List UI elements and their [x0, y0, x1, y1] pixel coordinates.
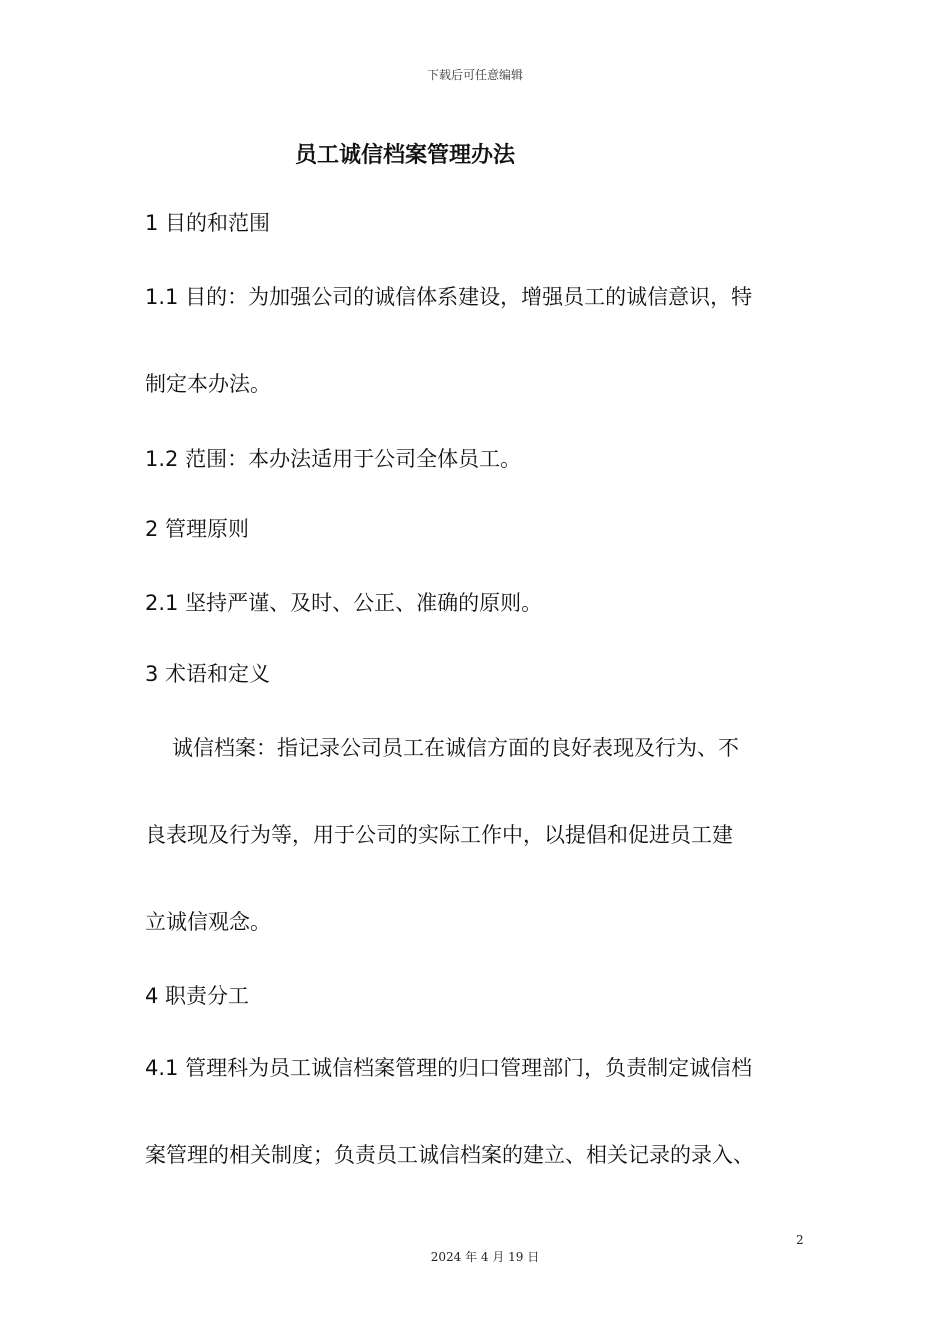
paragraph-line: 良表现及行为等，用于公司的实际工作中，以提倡和促进员工建: [145, 823, 733, 847]
section-heading: 3 术语和定义: [145, 662, 271, 686]
page-header-note: 下载后可任意编辑: [426, 68, 523, 82]
document-title: 员工诚信档案管理办法: [295, 143, 516, 168]
section-heading: 2 管理原则: [145, 517, 250, 541]
section-heading: 1 目的和范围: [145, 211, 271, 235]
paragraph-line: 1.1 目的：为加强公司的诚信体系建设，增强员工的诚信意识，特: [145, 285, 753, 309]
paragraph-line: 2.1 坚持严谨、及时、公正、准确的原则。: [145, 591, 543, 615]
page-number: 2: [796, 1233, 804, 1247]
paragraph-line: 4.1 管理科为员工诚信档案管理的归口管理部门，负责制定诚信档: [145, 1056, 753, 1080]
section-heading: 4 职责分工: [145, 984, 250, 1008]
footer-date: 2024 年 4 月 19 日: [430, 1250, 540, 1264]
paragraph-line: 1.2 范围：本办法适用于公司全体员工。: [145, 447, 522, 471]
paragraph-line: 制定本办法。: [145, 372, 271, 396]
paragraph-line: 立诚信观念。: [145, 910, 271, 934]
paragraph-line: 案管理的相关制度；负责员工诚信档案的建立、相关记录的录入、: [145, 1143, 754, 1167]
paragraph-line: 诚信档案：指记录公司员工在诚信方面的良好表现及行为、不: [172, 736, 739, 760]
